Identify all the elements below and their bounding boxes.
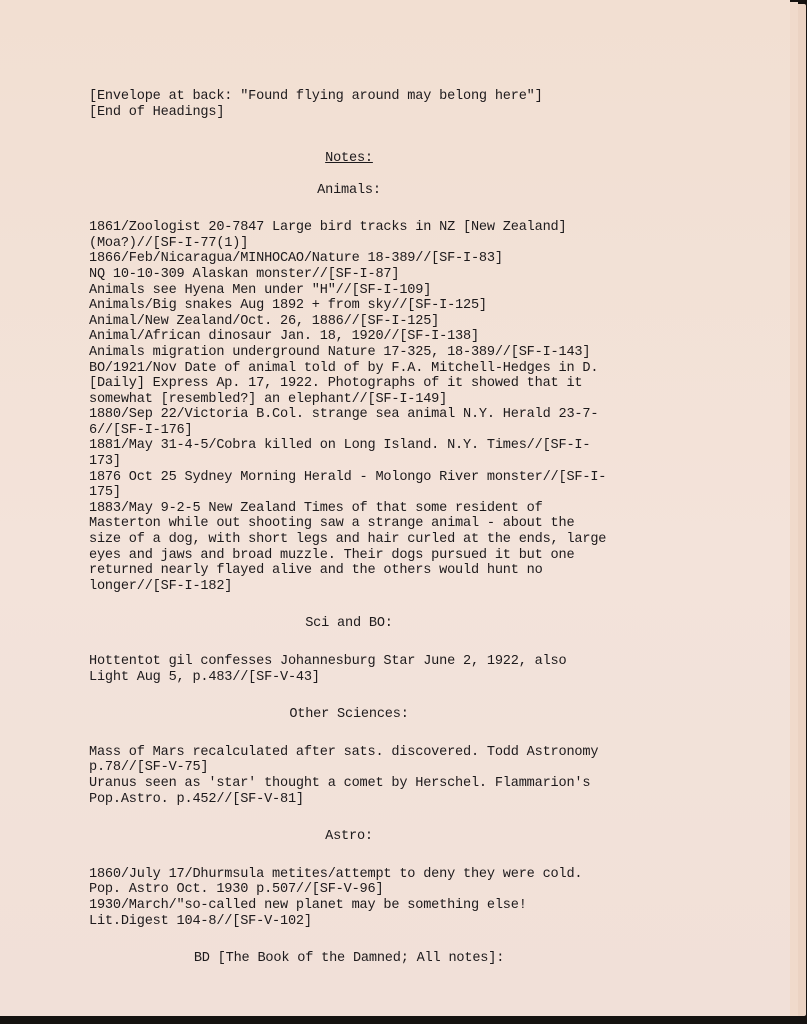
note-line: 1883/May 9-2-5 New Zealand Times of that some resident of: [89, 500, 543, 516]
note-line: eyes and jaws and broad muzzle. Their dogs pursued it but one: [89, 547, 575, 563]
note-line: Masterton while out shooting saw a strange animal - about the: [89, 516, 575, 532]
note-line: 1861/Zoologist 20-7847 Large bird tracks in NZ [New Zealand]: [89, 220, 567, 236]
note-line: Mass of Mars recalculated after sats. discovered. Todd Astronomy: [89, 744, 599, 760]
section-animals: [89, 220, 729, 594]
note-line: somewhat [resembled?] an elephant//[SF-I-149]: [89, 391, 448, 407]
note-line: 1876 Oct 25 Sydney Morning Herald - Molongo River monster//[SF-I-: [89, 469, 607, 485]
note-line: 1880/Sep 22/Victoria B.Col. strange sea animal N.Y. Herald 23-7-: [89, 407, 599, 423]
section-heading-animals: Animals:: [317, 182, 381, 198]
note-line: 1881/May 31-4-5/Cobra killed on Long Island. N.Y. Times//[SF-I-: [89, 438, 591, 454]
note-line: [Daily] Express Ap. 17, 1922. Photographs of it showed that it: [89, 376, 583, 392]
note-line: returned nearly flayed alive and the others would hunt no: [89, 563, 543, 579]
note-line: Animal/African dinosaur Jan. 18, 1920//[SF-I-138]: [89, 329, 479, 345]
note-line: Uranus seen as 'star' thought a comet by Herschel. Flammarion's: [89, 775, 591, 791]
note-line: 1866/Feb/Nicaragua/MINHOCAO/Nature 18-389//[SF-I-83]: [89, 251, 503, 267]
header-line: [Envelope at back: "Found flying around may belong here"]: [89, 89, 543, 104]
note-line: 173]: [89, 454, 121, 470]
note-line: Animals migration underground Nature 17-325, 18-389//[SF-I-143]: [89, 344, 591, 360]
note-line: 6//[SF-I-176]: [89, 422, 193, 438]
section-other-sciences: [89, 745, 729, 807]
note-line: Animals see Hyena Men under "H"//[SF-I-109]: [89, 282, 432, 298]
notes-title: Notes:: [325, 151, 373, 167]
section-heading-sci-and-bo: Sci and BO:: [305, 616, 393, 632]
note-line: 1860/July 17/Dhurmsula metites/attempt to deny they were cold.: [89, 866, 583, 882]
note-line: Light Aug 5, p.483//[SF-V-43]: [89, 669, 320, 685]
section-heading-astro: Astro:: [325, 829, 373, 845]
note-line: NQ 10-10-309 Alaskan monster//[SF-I-87]: [89, 266, 400, 282]
note-line: p.78//[SF-V-75]: [89, 760, 209, 776]
note-line: Animal/New Zealand/Oct. 26, 1886//[SF-I-125]: [89, 313, 440, 329]
section-heading-bd: BD [The Book of the Damned; All notes]:: [193, 951, 505, 967]
note-line: Animals/Big snakes Aug 1892 + from sky//[SF-I-125]: [89, 298, 487, 314]
note-line: longer//[SF-I-182]: [89, 578, 233, 594]
section-heading-other-sciences: Other Sciences:: [289, 707, 409, 723]
note-line: size of a dog, with short legs and hair curled at the ends, large: [89, 532, 607, 548]
note-line: (Moa?)//[SF-I-77(1)]: [89, 235, 249, 251]
note-line: 1930/March/"so-called new planet may be something else!: [89, 897, 527, 913]
note-line: Lit.Digest 104-8//[SF-V-102]: [89, 913, 312, 929]
document-text: [89, 89, 729, 967]
note-line: 175]: [89, 485, 121, 501]
note-line: BO/1921/Nov Date of animal told of by F.A. Mitchell-Hedges in D.: [89, 360, 599, 376]
section-sci-and-bo: [89, 654, 729, 685]
header-line: [End of Headings]: [89, 104, 225, 120]
note-line: Pop.Astro. p.452//[SF-V-81]: [89, 791, 304, 807]
note-line: Hottentot gil confesses Johannesburg Star June 2, 1922, also: [89, 654, 567, 669]
section-astro: [89, 867, 729, 929]
note-line: Pop. Astro Oct. 1930 p.507//[SF-V-96]: [89, 882, 384, 898]
